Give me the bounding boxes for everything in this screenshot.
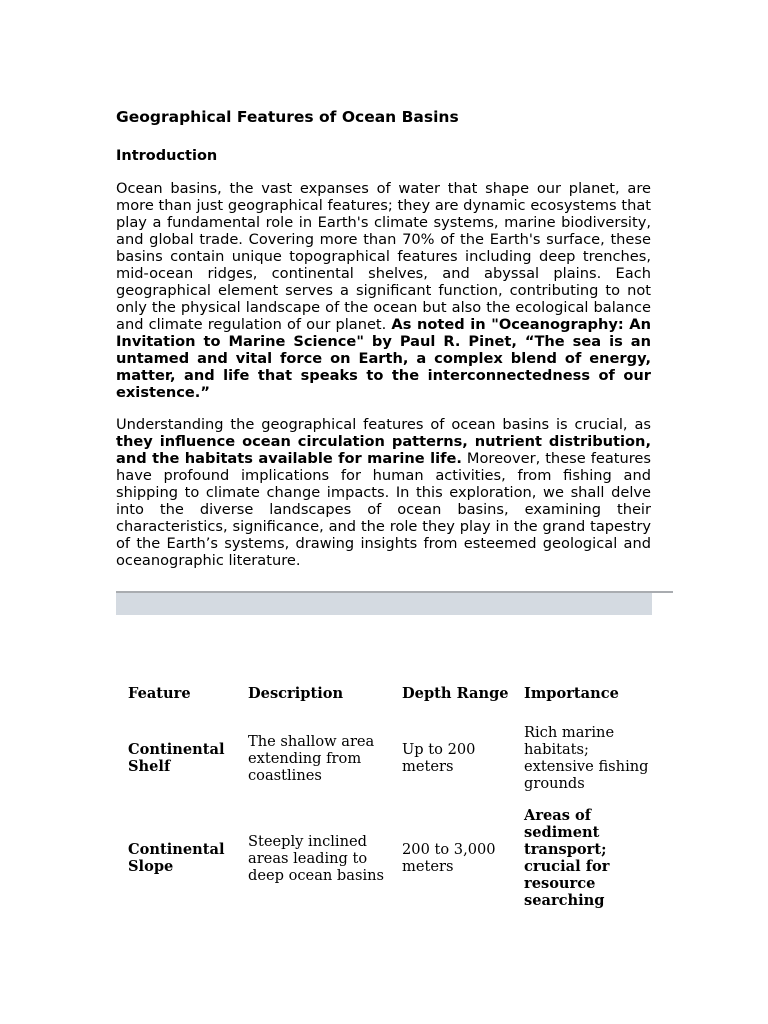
intro-paragraph-2: [116, 416, 651, 569]
cell-importance: Areas of sediment transport; crucial for resource searching: [524, 807, 610, 909]
cell-depth: 200 to 3,000 meters: [402, 841, 496, 875]
section-heading-introduction: Introduction: [116, 148, 218, 164]
paragraph-text-before: Understanding the geographical features of ocean basins is crucial, as: [116, 416, 651, 433]
table-header-row: [122, 672, 658, 714]
header-depth-range: Depth Range: [402, 684, 509, 702]
header-importance: Importance: [524, 684, 619, 702]
quote-bold-text: As noted in "Oceanography: An Invitation to Marine Science" by Paul R. Pinet, “The sea is an untamed and vital force on Earth, a complex blend of energy, matter, and life that speaks to the interconnectedness of our existence.”: [116, 316, 651, 401]
cell-description: The shallow area extending from coastlines: [248, 732, 375, 784]
document-title: Geographical Features of Ocean Basins: [116, 108, 459, 126]
cell-depth: Up to 200 meters: [402, 741, 476, 775]
header-description: Description: [248, 684, 344, 702]
cell-feature: Continental Shelf: [128, 741, 225, 775]
intro-paragraph-1: [116, 180, 651, 401]
features-table: [122, 672, 658, 914]
shaded-band: [116, 593, 652, 615]
paragraph-text: Ocean basins, the vast expanses of water that shape our planet, are more than just geographical features; they are dynamic ecosystems that play a fundamental role in Earth's climate systems, marine biodiversity, and global trade. Covering more than 70% of the Earth's surface, these basins contain unique topographical features including deep trenches, mid-ocean ridges, continental shelves, and abyssal plains. Each geographical element serves a significant function, contributing to not only the physical landscape of the ocean but also the ecological balance and climate regulation of our planet.: [116, 180, 651, 333]
table-row: [122, 714, 658, 802]
cell-description: Steeply inclined areas leading to deep ocean basins: [248, 832, 385, 884]
cell-feature: Continental Slope: [128, 841, 225, 875]
header-feature: Feature: [128, 684, 191, 702]
cell-importance: Rich marine habitats; extensive fishing grounds: [524, 724, 649, 792]
table-row: [122, 802, 658, 914]
paragraph-text-after: Moreover, these features have profound implications for human activities, from fishing and shipping to climate change impacts. In this exploration, we shall delve into the diverse landscapes of ocean basins, examining their characteristics, significance, and the role they play in the grand tapestry of the Earth’s systems, drawing insights from esteemed geological and oceanographic literature.: [116, 450, 651, 569]
emphasis-bold-text: they influence ocean circulation patterns, nutrient distribution, and the habitats available for marine life.: [116, 433, 651, 467]
